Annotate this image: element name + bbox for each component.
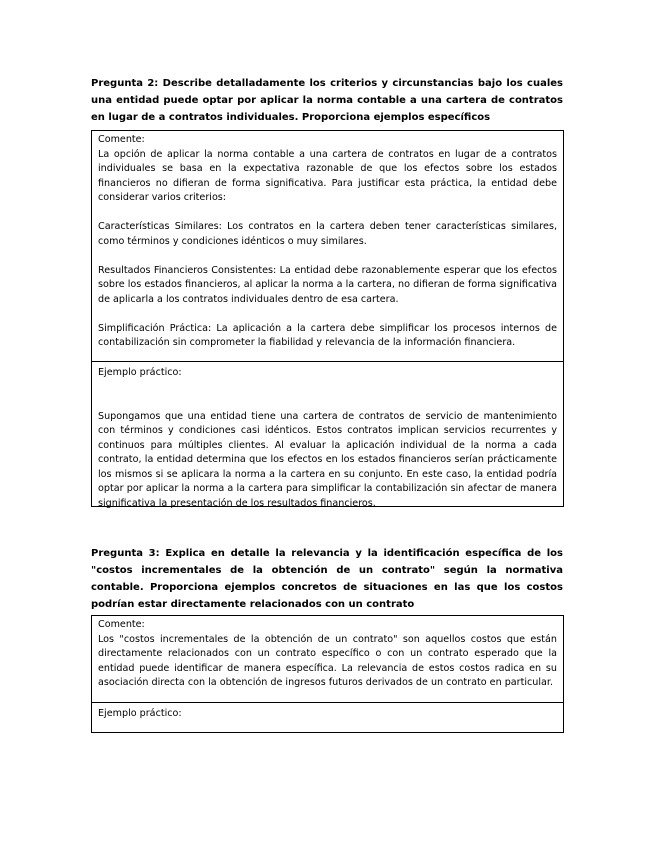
comment-label: Comente: <box>98 619 145 630</box>
example-cell <box>92 702 563 739</box>
criterion-practical-simplification: Simplificación Práctica: La aplicación a la cartera debe simplificar los procesos internos de contabilización sin comprometer la fiabilidad y relevancia de la información financiera. <box>98 322 557 348</box>
question-2-heading: Pregunta 2: Describe detalladamente los criterios y circunstancias bajo los cuales una entidad puede optar por aplicar la norma contable a una cartera de contratos en lugar de a contratos individuales. Proporciona ejemplos específicos <box>91 78 563 123</box>
comment-intro: La opción de aplicar la norma contable a una cartera de contratos en lugar de a contratos individuales se basa en la expectativa razonable de que los efectos sobre los estados financieros no difieran de forma significativa. Para justificar esta práctica, la entidad debe considerar varios criterios: <box>98 148 557 203</box>
criterion-similar-characteristics: Características Similares: Los contratos en la cartera deben tener características similares, como términos y condiciones idénticos o muy similares. <box>98 221 557 247</box>
question-2-answer-table <box>91 130 564 507</box>
example-label: Ejemplo práctico: <box>98 708 182 719</box>
comment-text: Los "costos incrementales de la obtención de un contrato" son aquellos costos que están directamente relacionados con un contrato específico o con un contrato esperado que la entidad puede identificar de manera específica. La relevancia de estos costos radica en su asociación directa con la obtención de ingresos futuros derivados de un contrato en particular. <box>98 633 557 688</box>
comment-cell <box>92 131 563 361</box>
comment-cell <box>92 616 563 702</box>
criterion-consistent-results: Resultados Financieros Consistentes: La entidad debe razonablemente esperar que los efectos sobre los estados financieros, al aplicar la norma a la cartera, no difieran de forma significativa de aplicarla a los contratos individuales dentro de esa cartera. <box>98 264 557 305</box>
question-3-answer-table <box>91 615 564 733</box>
question-3-heading: Pregunta 3: Explica en detalle la relevancia y la identificación específica de los "costos incrementales de la obtención de un contrato" según la normativa contable. Proporciona ejemplos concretos de situaciones en las que los costos podrían estar directamente relacionados con un contrato <box>91 548 563 610</box>
example-label: Ejemplo práctico: <box>98 367 182 378</box>
example-text: Supongamos que una entidad tiene una cartera de contratos de servicio de mantenimiento con términos y condiciones casi idénticos. Estos contratos implican servicios recurrentes y continuos para múltiples clientes. Al evaluar la aplicación individual de la norma a cada contrato, la entidad determina que los efectos en los estados financieros serían prácticamente los mismos si se aplicara la norma a la cartera en su conjunto. En este caso, la entidad podría optar por aplicar la norma a la cartera para simplificar la contabilización sin afectar de manera significativa la presentación de los resultados financieros. <box>98 410 557 509</box>
comment-label: Comente: <box>98 134 145 145</box>
example-cell <box>92 361 563 513</box>
